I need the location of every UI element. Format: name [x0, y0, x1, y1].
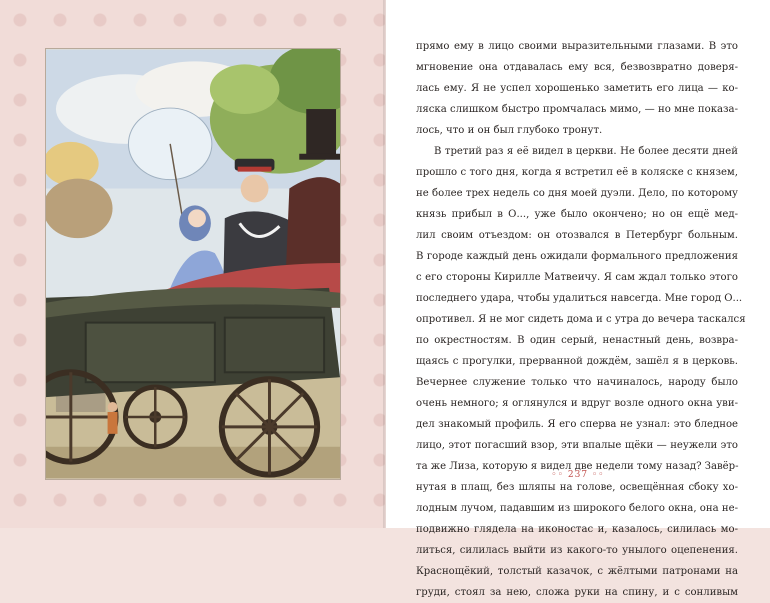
folio-ornament-right: ◦◦ — [591, 470, 605, 480]
text-line: не более трех недель со дня моей дуэли. Дело, по которому — [416, 188, 738, 199]
text-line: литься, силилась выйти из какого-то унылого оцепенения. — [416, 545, 738, 556]
text-line: прямо ему в лицо своими выразительными глазами. В это — [416, 41, 738, 52]
text-line: ляска слишком быстро промчалась мимо, — но мне показа- — [416, 104, 738, 115]
text-line: лил своим отъездом: он отозвался в Петербург больным. — [416, 230, 738, 241]
text-line: лось, что и он был глубоко тронут. — [416, 125, 603, 136]
text-line: груди, стоял за нею, сложа руки на спину, и с сонливым — [416, 587, 738, 598]
body-text — [416, 36, 746, 603]
text-line: очень немного; я оглянулся и вдруг возле одного окна уви- — [416, 398, 738, 409]
text-line: нутая в плащ, без шляпы на голове, освещённая сбоку хо- — [416, 482, 738, 493]
text-line: дел знакомый профиль. Я его сперва не узнал: это бледное — [416, 419, 738, 430]
text-line: лась ему. Я не успел хорошенько заметить его лица — ко- — [416, 83, 738, 94]
text-line: мгновение она отдавалась ему вся, безвозвратно доверя- — [416, 62, 738, 73]
text-line: по окрестностям. В один серый, ненастный день, возвра- — [416, 335, 738, 346]
folio-ornament-left: ◦◦ — [551, 470, 565, 480]
page-number — [386, 470, 770, 480]
text-line: та же Лиза, которую я видел две недели тому назад? Завёр- — [416, 461, 739, 472]
right-page — [386, 0, 770, 598]
text-line: Вечернее служение только что начиналось, народу было — [416, 377, 738, 388]
carriage-illustration — [45, 48, 341, 480]
text-line: князь прибыл в О..., уже было окончено; но он ещё мед- — [416, 209, 738, 220]
text-line: подвижно глядела на иконостас и, казалось, силилась мо- — [416, 524, 738, 535]
text-line: щаясь с прогулки, прерванной дождём, зашёл я в церковь. — [416, 356, 738, 367]
text-line: прошло с того дня, когда я встретил её в коляске с князем, — [416, 167, 738, 178]
page-number-value: 237 — [567, 470, 589, 480]
text-line: В третий раз я её видел в церкви. Не более десяти дней — [434, 146, 738, 157]
left-page — [0, 0, 385, 528]
text-line: лицо, этот погасший взор, эти впалые щёки — неужели это — [416, 440, 738, 451]
text-line: последнего удара, чтобы удалиться навсегда. Мне город О... — [416, 293, 743, 304]
text-line: с его стороны Кирилле Матвеичу. Я сам ждал только этого — [416, 272, 738, 283]
text-line: опротивел. Я не мог сидеть дома и с утра до вечера таскался — [416, 314, 746, 325]
illustration-artwork — [46, 49, 340, 479]
text-line: лодным лучом, падавшим из широкого белого окна, она не- — [416, 503, 738, 514]
text-line: Краснощёкий, толстый казачок, с жёлтыми патронами на — [416, 566, 738, 577]
text-line: В городе каждый день ожидали формального предложения — [416, 251, 738, 262]
